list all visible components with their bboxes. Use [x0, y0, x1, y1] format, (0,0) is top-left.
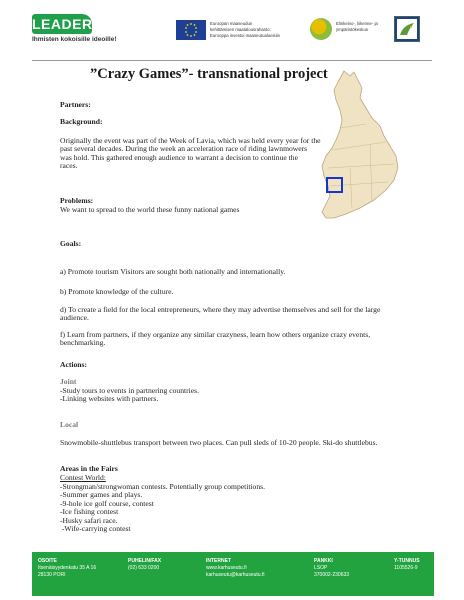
- eu-fund-text: Euroopan maaseudun kehittämisen maatalousrahasto: Eurooppa investoi maaseutualueisiin: [210, 21, 280, 38]
- leader-tagline: Ihmisten kokoisille ideoille!: [32, 36, 117, 43]
- background-heading: Background:: [60, 117, 103, 126]
- list-item: -Husky safari race.: [60, 515, 118, 525]
- joint-heading: Joint: [60, 377, 77, 386]
- list-item: -Wife-carrying contest: [60, 524, 131, 534]
- list-item: -Linking websites with partners.: [60, 394, 159, 404]
- actions-heading: Actions:: [60, 360, 87, 369]
- ely-logo: [310, 18, 385, 44]
- footer-bank: PANKKI LSOP 370002-230633: [314, 558, 350, 578]
- eu-logo: [176, 20, 286, 44]
- list-item: -Summer games and plays.: [60, 490, 143, 500]
- ely-text: Elinkeino-, liikenne- ja ympäristökeskus: [336, 21, 378, 32]
- problems-heading: Problems:: [60, 196, 94, 205]
- areas-heading: Areas in the Fairs: [60, 464, 118, 473]
- goal-f-text: f) Learn from partners, if they organize any similar crazyness, learn how others organize crazy events, benchmarking.: [60, 330, 371, 348]
- leader-eu-logo-icon: [394, 16, 420, 42]
- leader-logo: [32, 14, 150, 44]
- header-logos: [0, 0, 464, 58]
- footer-business-id: Y-TUNNUS 1105526-9: [394, 558, 420, 571]
- list-item: -9-hole ice golf course, contest: [60, 498, 154, 508]
- website-link[interactable]: www.karhuseutu.fi: [206, 565, 247, 571]
- list-item: -Study tours to events in partnering countries.: [60, 386, 199, 395]
- finland-map-image: [300, 68, 420, 233]
- footer-address: OSOITE Itsenäisyydenkatu 35 A 16 28130 PORI: [38, 558, 97, 578]
- goal-d-text: d) To create a field for the local entrepreneurs, where they may advertise themselves and sell for the large audience.: [60, 305, 381, 323]
- footer-bar: [32, 552, 434, 596]
- local-text: Snowmobile-shuttlebus transport between two places. Can pull sleds of 10-20 people. Ski-do shuttlebus.: [60, 438, 378, 447]
- list-item: -Strongman/strongwoman contests. Potentially group competitions.: [60, 482, 266, 491]
- footer-phone: PUHELIN/FAX (02) 633 0200: [128, 558, 162, 571]
- contest-list: [60, 483, 265, 533]
- email-link[interactable]: karhuseutu@karhuseutu.fi: [206, 572, 265, 578]
- goal-a-text: a) Promote tourism Visitors are sought both nationally and internationally.: [60, 267, 286, 276]
- page-title: ”Crazy Games”- transnational project: [90, 66, 328, 82]
- ely-emblem-icon: [310, 18, 332, 40]
- contest-world-heading: Contest World:: [60, 473, 106, 482]
- list-item: -Ice fishing contest: [60, 507, 119, 517]
- goal-b-text: b) Promote knowledge of the culture.: [60, 287, 174, 296]
- background-paragraph: Originally the event was part of the Week of Lavia, which was held every year for the past several decades. During the week an acceleration race of riding lawnmowers was hold. This gathered enough audience to warrant a decision to continue the races.: [60, 136, 321, 171]
- joint-list: [60, 387, 199, 404]
- local-heading: Local: [60, 420, 79, 429]
- problems-text: We want to spread to the world these funny national games: [60, 205, 240, 214]
- goals-heading: Goals:: [60, 239, 82, 248]
- partners-heading: Partners:: [60, 100, 91, 109]
- leader-logo-text: LEADER: [32, 16, 93, 32]
- header-divider: [32, 60, 432, 61]
- footer-internet: INTERNET www.karhuseutu.fi karhuseutu@karhuseutu.fi: [206, 558, 265, 578]
- eu-flag-icon: [176, 20, 206, 40]
